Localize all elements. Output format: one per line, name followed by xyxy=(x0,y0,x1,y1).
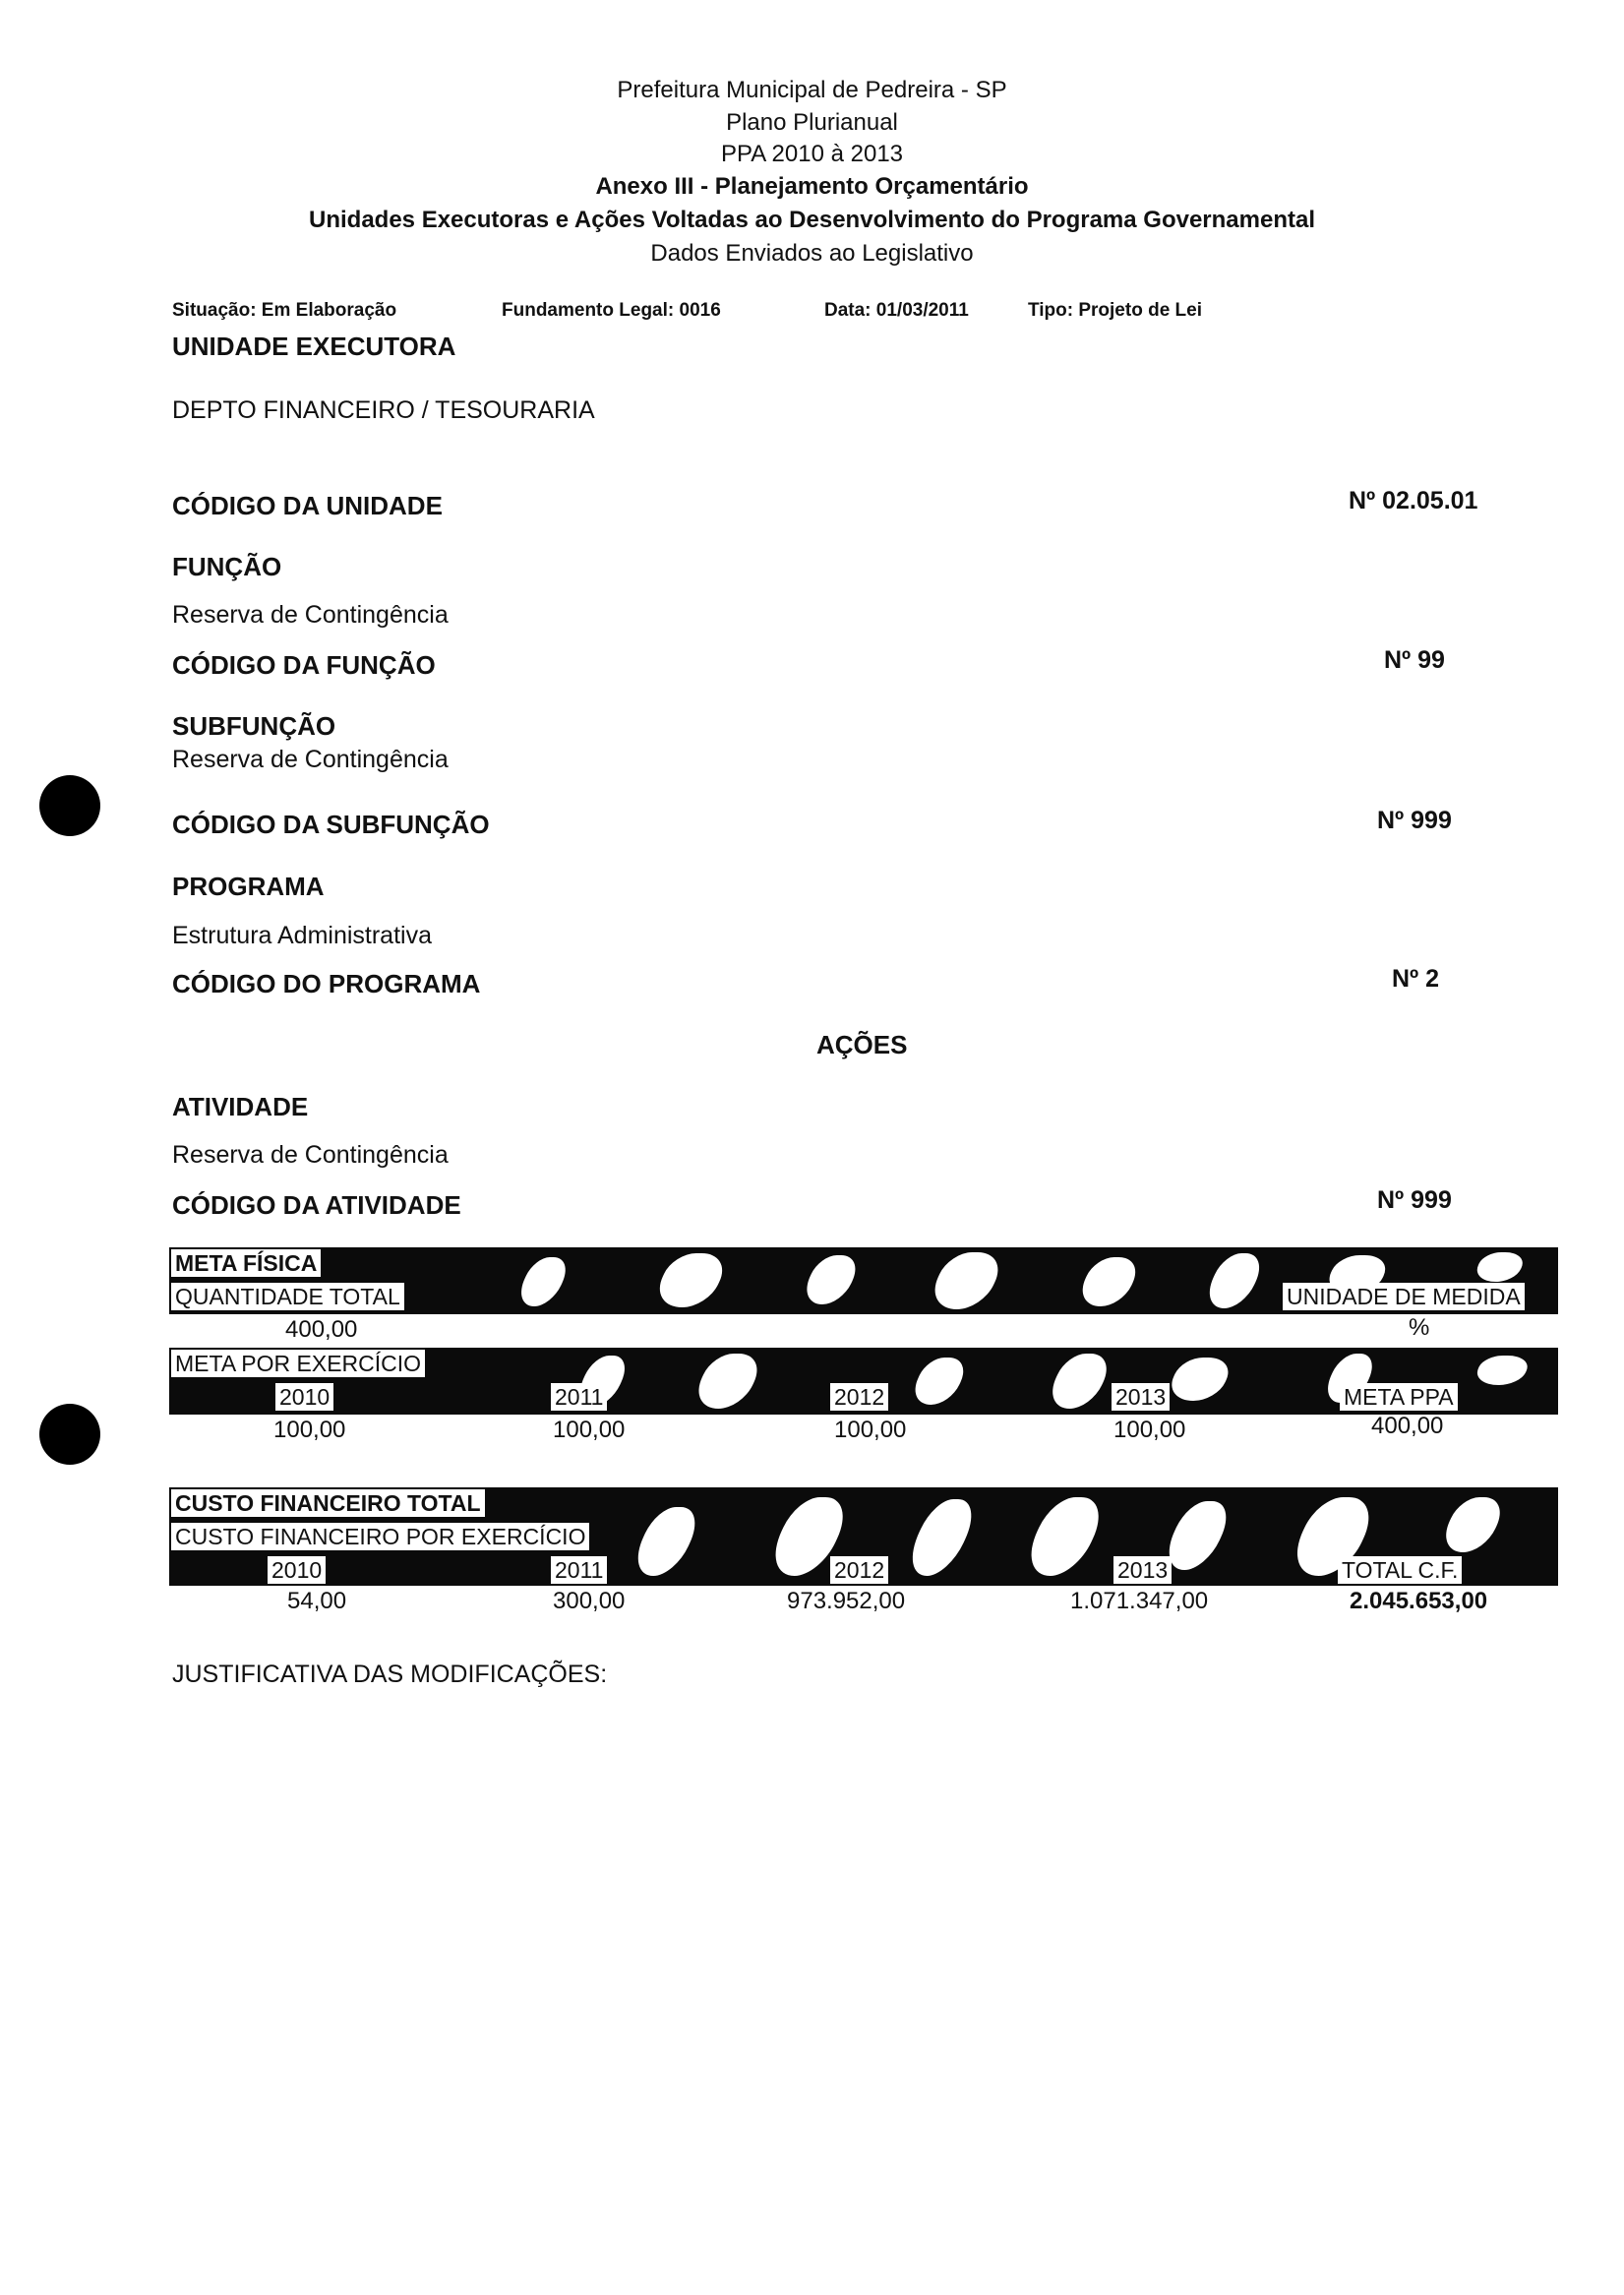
meta-exercicio-value-2011: 100,00 xyxy=(553,1417,626,1443)
custo-value-2012: 973.952,00 xyxy=(787,1588,906,1614)
custo-year-2011: 2011 xyxy=(551,1556,607,1584)
meta-exercicio-band xyxy=(169,1348,1558,1415)
custo-year-2010: 2010 xyxy=(268,1556,326,1584)
atividade-code: Nº 999 xyxy=(1377,1186,1452,1214)
meta-exercicio-year-2010: 2010 xyxy=(275,1383,333,1411)
custo-year-2013: 2013 xyxy=(1113,1556,1172,1584)
meta-fisica-unit-label: UNIDADE DE MEDIDA xyxy=(1283,1283,1525,1310)
meta-exercicio-total-label: META PPA xyxy=(1340,1383,1458,1411)
meta-exercicio-total-value: 400,00 xyxy=(1371,1413,1444,1439)
meta-exercicio-title: META POR EXERCÍCIO xyxy=(171,1350,425,1377)
header-municipality: Prefeitura Municipal de Pedreira - SP xyxy=(617,77,1007,103)
atividade-code-label: CÓDIGO DA ATIVIDADE xyxy=(172,1190,461,1220)
header-status: Dados Enviados ao Legislativo xyxy=(650,240,974,267)
custo-subtitle: CUSTO FINANCEIRO POR EXERCÍCIO xyxy=(171,1523,589,1550)
custo-total-label: TOTAL C.F. xyxy=(1338,1556,1462,1584)
header-ppa-period: PPA 2010 à 2013 xyxy=(720,141,904,167)
meta-fisica-title: META FÍSICA xyxy=(171,1249,321,1277)
meta-tipo: Tipo: Projeto de Lei xyxy=(1028,300,1202,321)
atividade-label: ATIVIDADE xyxy=(172,1092,309,1121)
meta-fisica-unit-value: % xyxy=(1409,1314,1430,1341)
custo-year-2012: 2012 xyxy=(830,1556,888,1584)
custo-value-2013: 1.071.347,00 xyxy=(1070,1588,1209,1614)
punch-hole-top xyxy=(39,775,100,836)
justificativa-label: JUSTIFICATIVA DAS MODIFICAÇÕES: xyxy=(172,1661,608,1688)
subfuncao-value: Reserva de Contingência xyxy=(172,746,449,773)
custo-total-value: 2.045.653,00 xyxy=(1350,1588,1488,1614)
meta-exercicio-year-2012: 2012 xyxy=(830,1383,888,1411)
acoes-title: AÇÕES xyxy=(816,1030,908,1059)
programa-value: Estrutura Administrativa xyxy=(172,922,432,949)
header-subject: Unidades Executoras e Ações Voltadas ao Desenvolvimento do Programa Governamental xyxy=(309,207,1315,233)
subfuncao-label: SUBFUNÇÃO xyxy=(172,711,336,741)
funcao-label: FUNÇÃO xyxy=(172,552,282,581)
subfuncao-code: Nº 999 xyxy=(1377,807,1452,834)
unidade-code-label: CÓDIGO DA UNIDADE xyxy=(172,491,443,520)
custo-band xyxy=(169,1487,1558,1586)
custo-title: CUSTO FINANCEIRO TOTAL xyxy=(171,1489,485,1517)
meta-fisica-band xyxy=(169,1247,1558,1314)
meta-fundamento: Fundamento Legal: 0016 xyxy=(502,300,721,321)
meta-situacao: Situação: Em Elaboração xyxy=(172,300,397,321)
meta-fisica-qty-value: 400,00 xyxy=(285,1316,358,1343)
meta-exercicio-year-2011: 2011 xyxy=(551,1383,607,1411)
punch-hole-bottom xyxy=(39,1404,100,1465)
programa-label: PROGRAMA xyxy=(172,872,325,901)
meta-exercicio-value-2013: 100,00 xyxy=(1113,1417,1186,1443)
subfuncao-code-label: CÓDIGO DA SUBFUNÇÃO xyxy=(172,810,490,839)
header-plan: Plano Plurianual xyxy=(726,109,898,136)
header-annex: Anexo III - Planejamento Orçamentário xyxy=(595,173,1029,200)
funcao-code: Nº 99 xyxy=(1384,646,1445,674)
meta-exercicio-year-2013: 2013 xyxy=(1112,1383,1170,1411)
funcao-value: Reserva de Contingência xyxy=(172,601,449,629)
custo-value-2010: 54,00 xyxy=(287,1588,347,1614)
meta-data: Data: 01/03/2011 xyxy=(824,300,969,321)
meta-exercicio-value-2010: 100,00 xyxy=(273,1417,346,1443)
meta-fisica-qty-label: QUANTIDADE TOTAL xyxy=(171,1283,404,1310)
unidade-label: UNIDADE EXECUTORA xyxy=(172,332,456,361)
meta-exercicio-value-2012: 100,00 xyxy=(834,1417,907,1443)
programa-code: Nº 2 xyxy=(1392,965,1440,993)
custo-value-2011: 300,00 xyxy=(553,1588,626,1614)
unidade-code: Nº 02.05.01 xyxy=(1349,487,1478,514)
atividade-value: Reserva de Contingência xyxy=(172,1141,449,1169)
programa-code-label: CÓDIGO DO PROGRAMA xyxy=(172,969,481,998)
funcao-code-label: CÓDIGO DA FUNÇÃO xyxy=(172,650,436,680)
unidade-value: DEPTO FINANCEIRO / TESOURARIA xyxy=(172,396,595,424)
